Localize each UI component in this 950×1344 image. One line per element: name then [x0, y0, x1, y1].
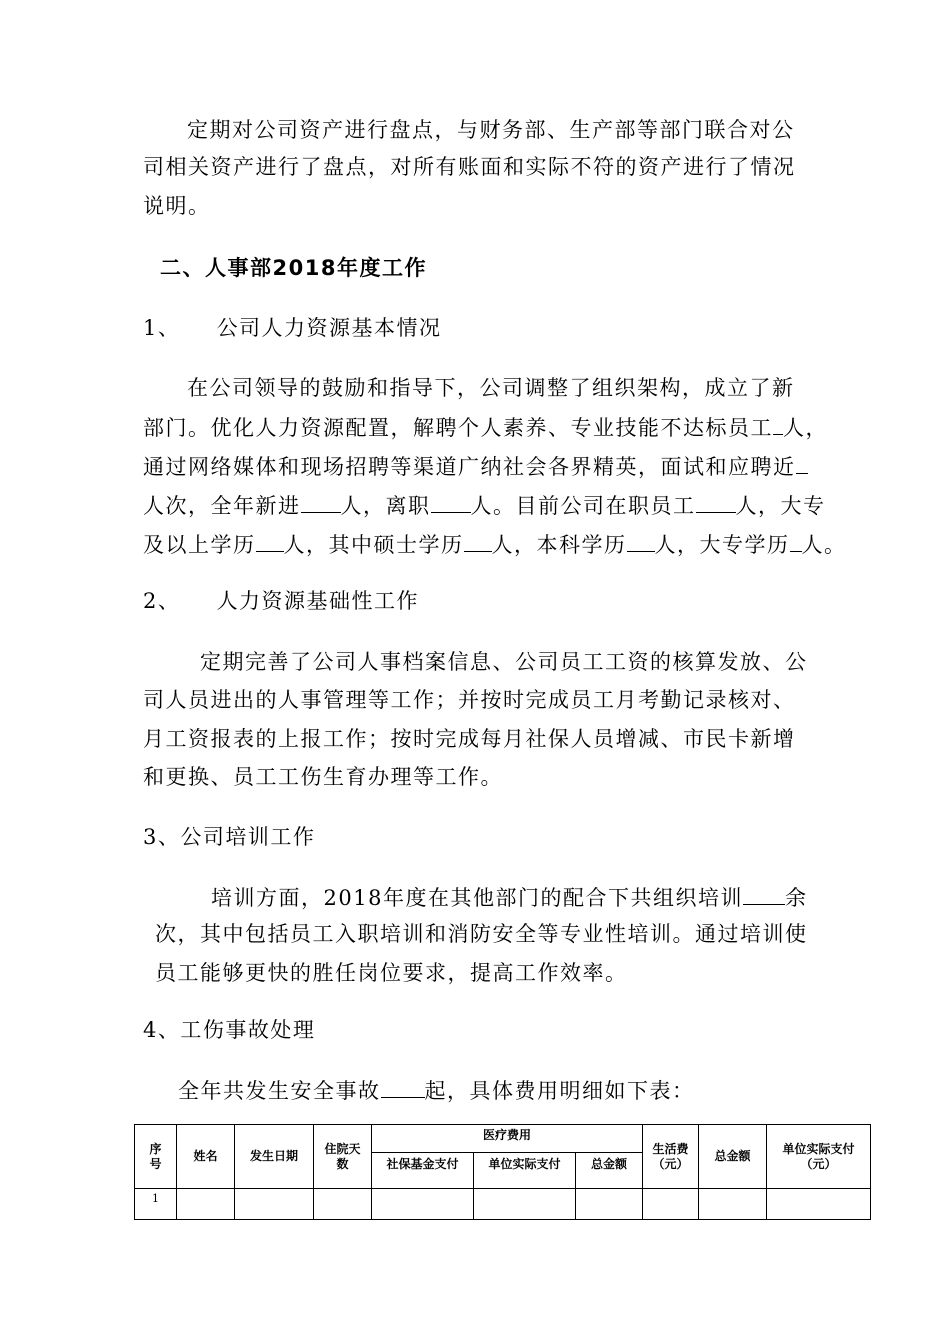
paragraph-line: 在公司领导的鼓励和指导下，公司调整了组织架构，成立了新 — [187, 376, 795, 400]
text-segment: 通过网络媒体和现场招聘等渠道广纳社会各界精英，面试和应聘近 — [143, 455, 796, 479]
cell-empty — [767, 1189, 871, 1220]
paragraph-line: 员工能够更快的胜任岗位要求，提高工作效率。 — [155, 961, 628, 985]
paragraph-line: 次，其中包括员工入职培训和消防安全等专业性培训。通过培训使 — [155, 922, 808, 946]
accident-expense-table — [134, 1124, 871, 1220]
text-segment: 人，大专学历 — [654, 533, 790, 557]
text-segment: 人，大专 — [735, 494, 826, 518]
text-segment: 人。目前公司在职员工 — [470, 494, 696, 518]
text-segment: 人，离职 — [340, 494, 431, 518]
paragraph-line — [143, 453, 808, 479]
fill-blank — [431, 492, 471, 513]
text-segment: 人，其中硕士学历 — [283, 533, 464, 557]
header-med-total: 总金额 — [576, 1153, 643, 1189]
text-segment: 培训方面，2018年度在其他部门的配合下共组织培训 — [211, 886, 743, 910]
fill-blank — [773, 414, 783, 435]
subsection-number: 1、 — [143, 316, 181, 340]
text-segment: 人，本科学历 — [491, 533, 627, 557]
paragraph-line: 司人员进出的人事管理等工作；并按时完成员工月考勤记录核对、 — [143, 688, 796, 712]
header-unit-actual: 单位实际支付（元） — [767, 1125, 871, 1189]
subsection-text: 人力资源基础性工作 — [216, 589, 420, 613]
section-heading: 二、人事部2018年度工作 — [160, 256, 427, 280]
paragraph-line — [143, 492, 826, 518]
header-name: 姓名 — [177, 1125, 235, 1189]
cell-empty — [177, 1189, 235, 1220]
subsection-number: 2、 — [143, 589, 181, 613]
fill-blank — [627, 531, 655, 552]
paragraph-line: 和更换、员工工伤生育办理等工作。 — [143, 765, 503, 789]
cell-seq: 1 — [135, 1189, 177, 1220]
text-segment: 起，具体费用明细如下表： — [424, 1079, 695, 1103]
header-medical: 医疗费用 — [372, 1125, 643, 1153]
subsection-title: 4、工伤事故处理 — [143, 1018, 316, 1042]
cell-empty — [314, 1189, 372, 1220]
fill-blank — [301, 492, 341, 513]
subsection-title: 3、公司培训工作 — [143, 825, 316, 849]
subsection-title — [143, 589, 419, 613]
header-living: 生活费（元） — [643, 1125, 699, 1189]
cell-empty — [576, 1189, 643, 1220]
header-date: 发生日期 — [235, 1125, 314, 1189]
subsection-text: 公司人力资源基本情况 — [216, 316, 442, 340]
header-seq: 序号 — [135, 1125, 177, 1189]
paragraph-line: 月工资报表的上报工作；按时完成每月社保人员增减、市民卡新增 — [143, 727, 796, 751]
header-days: 住院天数 — [314, 1125, 372, 1189]
text-segment: 及以上学历 — [143, 533, 256, 557]
fill-blank — [696, 492, 736, 513]
header-social: 社保基金支付 — [372, 1153, 474, 1189]
fill-blank — [796, 453, 808, 474]
text-segment: 全年共发生安全事故 — [178, 1079, 381, 1103]
fill-blank — [790, 531, 802, 552]
text-segment: 人。 — [801, 533, 847, 557]
cell-empty — [643, 1189, 699, 1220]
fill-blank — [256, 531, 284, 552]
paragraph-line: 定期完善了公司人事档案信息、公司员工工资的核算发放、公 — [200, 650, 808, 674]
paragraph-line — [143, 531, 847, 557]
paragraph-line: 定期对公司资产进行盘点，与财务部、生产部等部门联合对公 — [187, 118, 795, 142]
text-segment: 余 — [784, 886, 808, 910]
paragraph-line: 说明。 — [143, 194, 211, 218]
subsection-title — [143, 316, 442, 340]
fill-blank — [381, 1077, 425, 1098]
paragraph-line: 司相关资产进行了盘点，对所有账面和实际不符的资产进行了情况 — [143, 155, 796, 179]
cell-empty — [474, 1189, 576, 1220]
paragraph-line — [143, 414, 828, 440]
paragraph-line — [178, 1077, 695, 1103]
cell-empty — [372, 1189, 474, 1220]
cell-empty — [235, 1189, 314, 1220]
header-unit-pay: 单位实际支付 — [474, 1153, 576, 1189]
header-total: 总金额 — [699, 1125, 767, 1189]
cell-empty — [699, 1189, 767, 1220]
table-row — [135, 1189, 871, 1220]
fill-blank — [743, 884, 785, 905]
text-segment: 人， — [783, 416, 828, 440]
paragraph-line — [211, 884, 807, 910]
fill-blank — [464, 531, 492, 552]
text-segment: 部门。优化人力资源配置，解聘个人素养、专业技能不达标员工 — [143, 416, 773, 440]
text-segment: 人次，全年新进 — [143, 494, 301, 518]
